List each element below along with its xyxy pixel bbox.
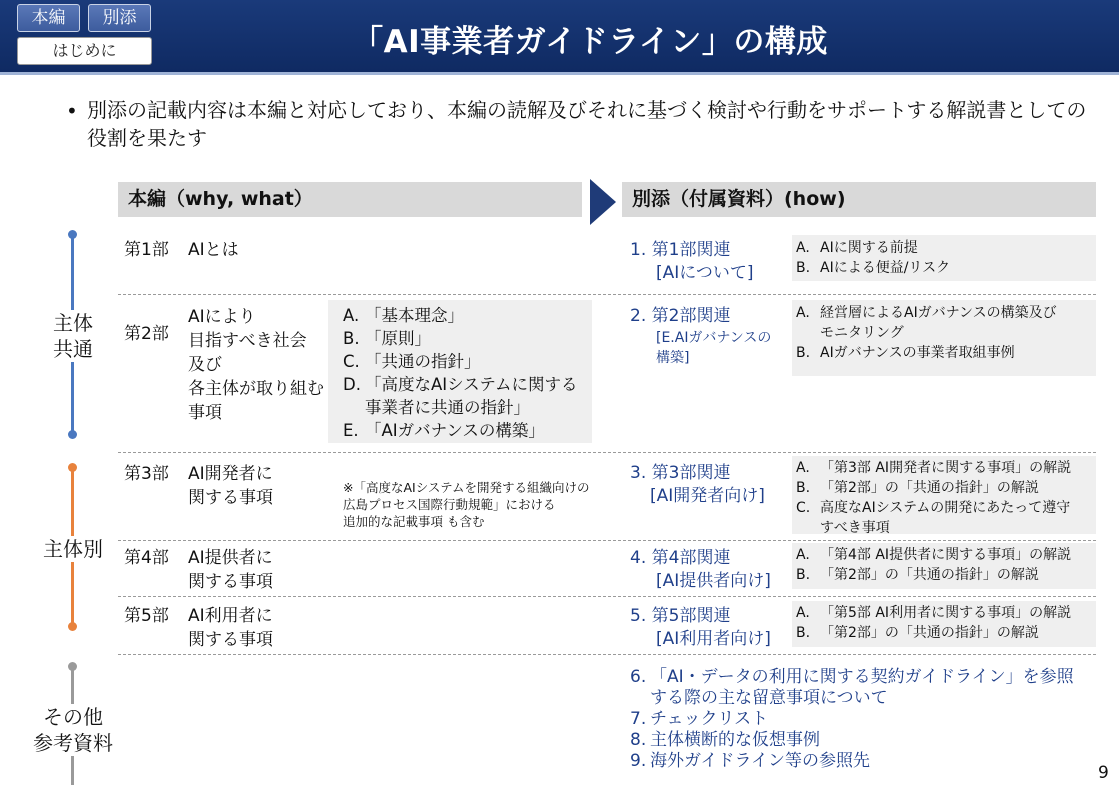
annex-items	[796, 603, 1094, 643]
list-item: B. AIによる便益/リスク	[796, 260, 951, 276]
row-divider	[118, 452, 1096, 453]
annex-subtitle: [AI利用者向け]	[656, 629, 771, 649]
list-item: A. 「第5部 AI利用者に関する事項」の解説	[796, 605, 1072, 621]
bullet-icon: •	[66, 99, 78, 123]
row-divider	[118, 654, 1096, 655]
part-label: 第3部	[124, 464, 169, 484]
row-divider	[118, 294, 1096, 295]
part-title: AIにより 目指すべき社会 及び 各主体が取り組む 事項	[188, 307, 324, 423]
group-dot	[68, 230, 77, 239]
page-number: 9	[1098, 763, 1109, 783]
annex-subtitle: [E.AIガバナンスの 構築]	[656, 330, 772, 366]
part-label: 第5部	[124, 606, 169, 626]
part-label: 第4部	[124, 548, 169, 568]
annex-items	[796, 458, 1094, 538]
list-item: E. 「AIガバナンスの構築」	[343, 421, 545, 440]
annex-subtitle: [AIについて]	[656, 263, 754, 283]
list-item: A. 「基本理念」	[343, 306, 464, 325]
list-item: B. 「原則」	[343, 329, 431, 348]
footnote: ※「高度なAIシステムを開発する組織向けの 広島プロセス国際行動規範」における 追加的な記載事項 も含む	[343, 480, 590, 529]
list-item: 9. 海外ガイドライン等の参照先	[630, 751, 870, 771]
part-title: AIとは	[188, 240, 239, 260]
part-label: 第2部	[124, 324, 169, 344]
column-header-annex: 別添（付属資料）(how)	[622, 182, 1096, 217]
header-divider	[0, 72, 1119, 75]
group-label-other: その他 参考資料	[26, 704, 120, 756]
list-item: B. 「第2部」の「共通の指針」の解説	[796, 480, 1039, 496]
row-divider	[118, 596, 1096, 597]
group-dot	[68, 662, 77, 671]
group-dot	[68, 430, 77, 439]
list-item: A. 経営層によるAIガバナンスの構築及び モニタリング	[796, 305, 1057, 341]
list-item: 6. 「AI・データの利用に関する契約ガイドライン」を参照 する際の主な留意事項について	[630, 667, 1074, 708]
annex-title: 4. 第4部関連	[630, 548, 731, 568]
list-item: B. AIガバナンスの事業者取組事例	[796, 345, 1015, 361]
intro-text: 別添の記載内容は本編と対応しており、本編の読解及びそれに基づく検討や行動をサポートする解説書としての役割を果たす	[87, 98, 1087, 150]
annex-items	[796, 303, 1094, 363]
part-label: 第1部	[124, 240, 169, 260]
list-item: A. AIに関する前提	[796, 240, 918, 256]
list-item: A. 「第4部 AI提供者に関する事項」の解説	[796, 547, 1072, 563]
list-item: B. 「第2部」の「共通の指針」の解説	[796, 625, 1039, 641]
annex-title: 1. 第1部関連	[630, 240, 731, 260]
tab-introduction[interactable]: はじめに	[17, 37, 152, 65]
page-title: 「AI事業者ガイドライン」の構成	[352, 24, 828, 60]
principles-list	[343, 304, 588, 442]
list-item: B. 「第2部」の「共通の指針」の解説	[796, 567, 1039, 583]
annex-subtitle: [AI開発者向け]	[650, 486, 765, 506]
list-item: 8. 主体横断的な仮想事例	[630, 730, 820, 750]
list-item: 7. チェックリスト	[630, 709, 769, 729]
group-label-common: 主体 共通	[36, 310, 110, 362]
column-header-main: 本編（why, what）	[118, 182, 582, 217]
annex-title: 5. 第5部関連	[630, 606, 731, 626]
tab-bettén[interactable]: 別添	[88, 4, 151, 32]
annex-title: 3. 第3部関連	[630, 463, 731, 483]
annex-subtitle: [AI提供者向け]	[656, 571, 771, 591]
group-dot	[68, 463, 77, 472]
row-divider	[118, 540, 1096, 541]
part-title: AI利用者に 関する事項	[188, 606, 273, 650]
group-label-by-entity: 主体別	[30, 536, 116, 562]
header-bar	[0, 0, 1119, 72]
list-item: C. 「共通の指針」	[343, 352, 481, 371]
right-arrow-icon	[590, 179, 616, 225]
part-title: AI提供者に 関する事項	[188, 548, 273, 592]
list-item: A. 「第3部 AI開発者に関する事項」の解説	[796, 460, 1072, 476]
annex-items	[796, 545, 1094, 585]
annex-items	[796, 238, 1094, 278]
list-item: C. 高度なAIシステムの開発にあたって遵守 すべき事項	[796, 500, 1071, 536]
tab-honpen[interactable]: 本編	[17, 4, 80, 32]
group-dot	[68, 622, 77, 631]
list-item: D. 「高度なAIシステムに関する 事業者に共通の指針」	[343, 375, 578, 417]
other-references-list	[630, 667, 1074, 772]
part-title: AI開発者に 関する事項	[188, 464, 273, 508]
annex-title: 2. 第2部関連	[630, 306, 731, 326]
